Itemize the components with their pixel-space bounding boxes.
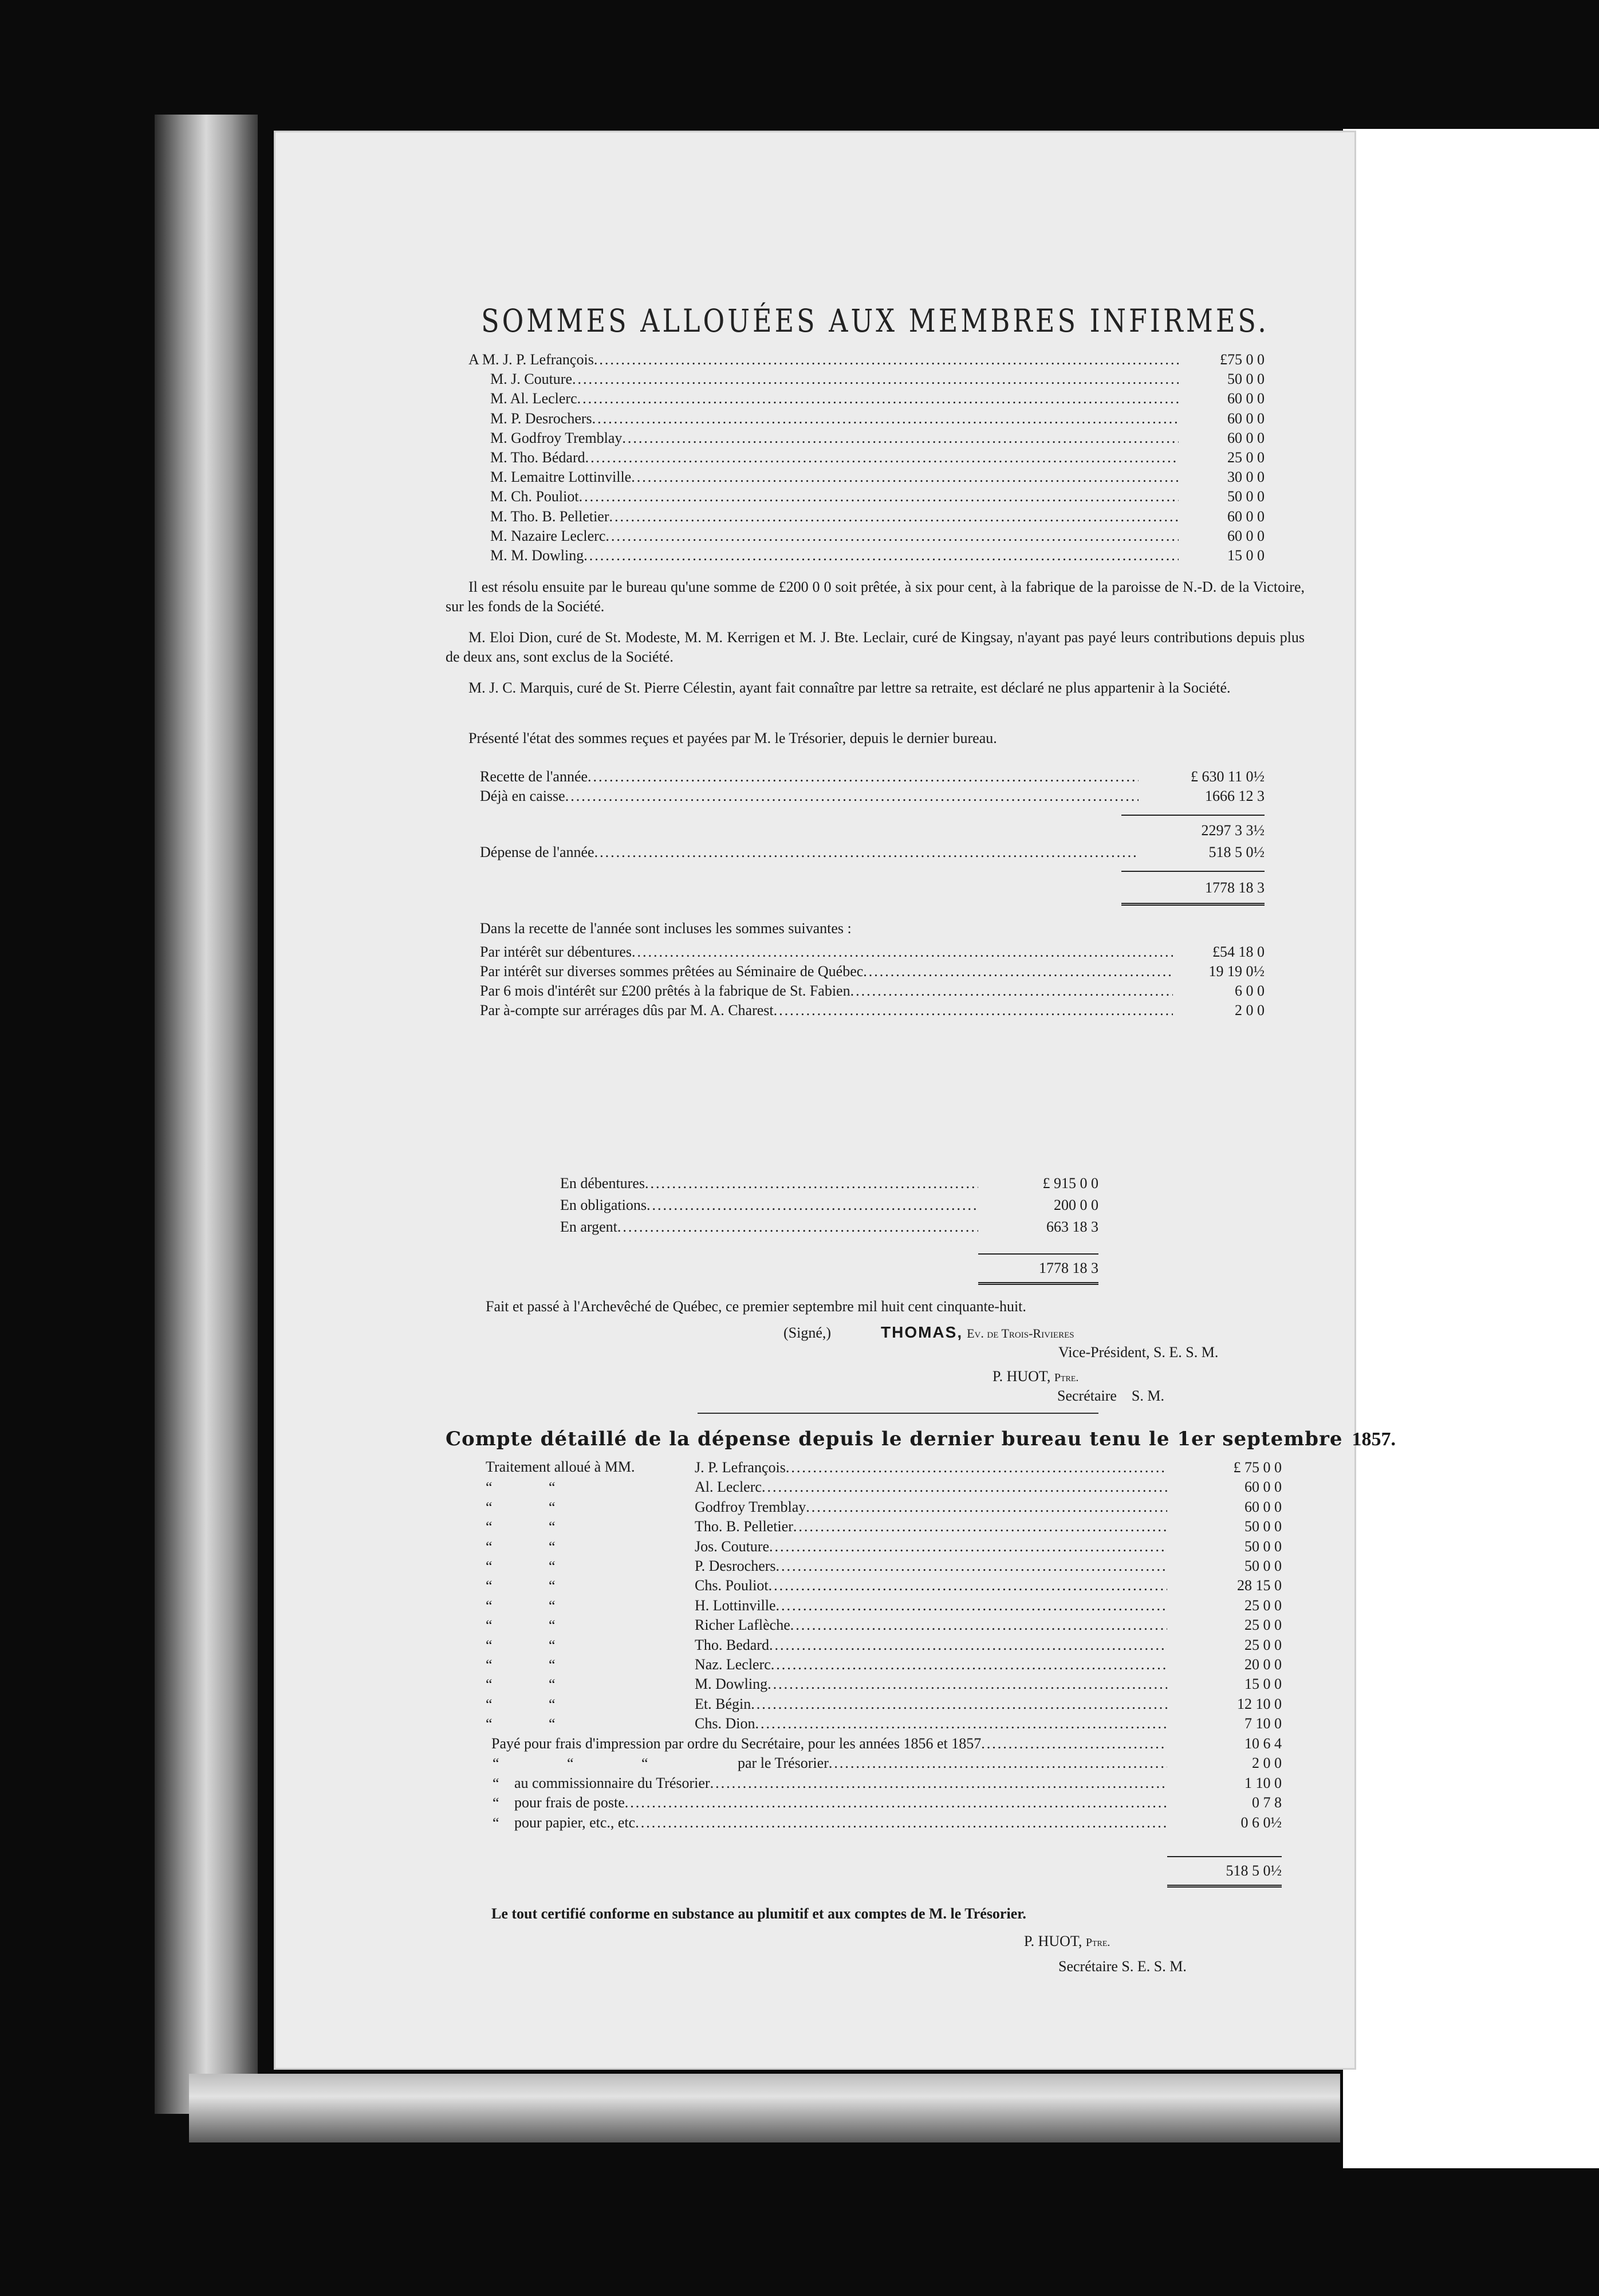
member-row <box>490 527 1265 545</box>
frais-row-label: pour papier, etc., etc <box>514 1814 636 1831</box>
member-row-amount: 60 0 0 <box>1227 508 1265 525</box>
member-row-amount: £75 0 0 <box>1220 351 1265 368</box>
ditto-mark: “ <box>567 1755 574 1772</box>
compte-total-row <box>1167 1862 1282 1880</box>
subtotal-amount: 2297 3 3½ <box>1201 822 1265 839</box>
frais-row-amount: 0 6 0½ <box>1240 1814 1282 1831</box>
ditto-mark: “ <box>549 1637 556 1654</box>
placement-row-amount: 663 18 3 <box>1046 1218 1098 1235</box>
ditto-mark: “ <box>549 1617 556 1634</box>
traitement-row <box>695 1636 1282 1654</box>
traitement-row-label: Jos. Couture <box>695 1538 769 1555</box>
member-row-amount: 50 0 0 <box>1227 371 1265 388</box>
incluse-row <box>480 982 1265 1000</box>
traitement-row <box>695 1597 1282 1615</box>
compte-rule-bottom <box>1167 1885 1282 1888</box>
caisse-label: Déjà en caisse <box>480 788 565 804</box>
frais-row-amount: 10 6 4 <box>1244 1735 1282 1752</box>
depense-row <box>480 843 1265 862</box>
traitement-row-label: Godfroy Tremblay <box>695 1498 806 1515</box>
frais-row <box>491 1735 1282 1753</box>
member-row <box>490 449 1265 467</box>
ditto-mark: “ <box>549 1578 556 1595</box>
member-row <box>468 351 1265 369</box>
ditto-mark: “ <box>486 1657 493 1673</box>
member-row <box>490 487 1265 506</box>
member-row <box>490 508 1265 526</box>
traitement-row-amount: 60 0 0 <box>1244 1498 1282 1515</box>
compte-rule-top <box>1167 1856 1282 1857</box>
member-row <box>490 370 1265 388</box>
ditto-mark: “ <box>486 1716 493 1733</box>
placement-row-label: En argent <box>560 1218 617 1235</box>
traitement-row <box>695 1517 1282 1536</box>
traitement-row-amount: 20 0 0 <box>1244 1656 1282 1673</box>
fait-passe: Fait et passé à l'Archevêché de Québec, ce premier septembre mil huit cent cinquante-huit. <box>486 1298 1026 1315</box>
signature-thomas-role: Vice-Président, S. E. S. M. <box>1058 1344 1219 1361</box>
caisse-amount: 1666 12 3 <box>1205 788 1265 804</box>
ditto-mark: “ <box>493 1775 499 1792</box>
ditto-mark: “ <box>486 1578 493 1595</box>
ditto-mark: “ <box>486 1597 493 1614</box>
traitement-row-amount: 7 10 0 <box>1244 1715 1282 1732</box>
recette-row <box>480 768 1265 786</box>
traitement-row-amount: 28 15 0 <box>1237 1577 1282 1594</box>
ditto-mark: “ <box>486 1637 493 1654</box>
member-row-amount: 60 0 0 <box>1227 429 1265 446</box>
paragraph-marquis: M. J. C. Marquis, curé de St. Pierre Célestin, ayant fait connaître par lettre sa retraite, est déclaré ne plus appartenir à la Société. <box>468 679 1231 696</box>
compte-year: 1857. <box>1352 1429 1396 1450</box>
balance-amount: 1778 18 3 <box>1205 879 1265 896</box>
traitement-row-label: M. Dowling <box>695 1676 768 1693</box>
traitement-row <box>695 1576 1282 1595</box>
traitement-row-label: Tho. B. Pelletier <box>695 1518 793 1535</box>
signature-huot-2-role: Secrétaire S. E. S. M. <box>1058 1958 1187 1975</box>
traitement-row <box>695 1715 1282 1733</box>
ditto-mark: “ <box>486 1479 493 1496</box>
signature-huot-2-title: Ptre. <box>1085 1936 1110 1949</box>
traitement-row-label: Chs. Pouliot <box>695 1577 769 1594</box>
traitement-row-amount: 25 0 0 <box>1244 1597 1282 1614</box>
traitement-row-label: Et. Bégin <box>695 1695 751 1712</box>
member-row-amount: 60 0 0 <box>1227 390 1265 407</box>
member-row-amount: 60 0 0 <box>1227 410 1265 427</box>
book-bottom-edges <box>189 2074 1340 2142</box>
ditto-mark: “ <box>493 1795 499 1812</box>
traitement-row-amount: 15 0 0 <box>1244 1676 1282 1693</box>
traitement-row-label: Chs. Dion <box>695 1715 755 1732</box>
traitement-row-label: H. Lottinville <box>695 1597 776 1614</box>
traitement-label: Traitement alloué à MM. <box>486 1458 635 1475</box>
placement-row-label: En obligations <box>560 1197 647 1213</box>
signature-huot-1-title: Ptre. <box>1054 1371 1079 1384</box>
member-row-label: M. M. Dowling <box>490 547 584 564</box>
member-row <box>490 410 1265 428</box>
traitement-row <box>695 1675 1282 1693</box>
incluse-row <box>480 943 1265 961</box>
frais-row-label: Payé pour frais d'impression par ordre du Secrétaire, pour les années 1856 et 1857 <box>491 1735 982 1752</box>
ditto-mark: “ <box>641 1755 648 1772</box>
ditto-mark: “ <box>486 1519 493 1536</box>
ditto-mark: “ <box>549 1519 556 1536</box>
member-row-amount: 25 0 0 <box>1227 449 1265 466</box>
ditto-mark: “ <box>486 1696 493 1713</box>
section-divider <box>698 1413 1098 1414</box>
frais-row-label: pour frais de poste <box>514 1794 625 1811</box>
recette-amount: £ 630 11 0½ <box>1190 768 1265 785</box>
member-row-label: M. P. Desrochers <box>490 410 592 427</box>
depense-amount: 518 5 0½ <box>1208 844 1265 860</box>
signe-label: (Signé,) <box>783 1324 832 1341</box>
member-row-label: A M. J. P. Lefrançois <box>468 351 594 368</box>
compte-title: Compte détaillé de la dépense depuis le dernier bureau tenu le 1er septembre <box>446 1428 1343 1450</box>
incluses-intro: Dans la recette de l'année sont incluses les sommes suivantes : <box>480 920 852 937</box>
incluse-row-amount: 2 0 0 <box>1235 1002 1265 1019</box>
traitement-row-amount: 50 0 0 <box>1244 1558 1282 1574</box>
paragraph-pret: Il est résolu ensuite par le bureau qu'une somme de £200 0 0 soit prêtée, à six pour cent, à la fabrique de la paroisse de N.-D. de la Victoire, sur les fonds de la Société. <box>446 579 1305 615</box>
signature-huot-2-name: P. HUOT, <box>1024 1933 1082 1949</box>
frais-row <box>514 1754 1282 1772</box>
frais-row <box>514 1774 1282 1792</box>
traitement-row <box>695 1498 1282 1516</box>
signature-thomas-name: THOMAS, <box>881 1323 963 1341</box>
incluse-row-label: Par 6 mois d'intérêt sur £200 prêtés à la fabrique de St. Fabien <box>480 982 850 999</box>
compte-heading <box>446 1428 1396 1450</box>
member-row-label: M. Tho. Bédard <box>490 449 585 466</box>
book-page-edges <box>155 115 258 2114</box>
ditto-mark: “ <box>549 1597 556 1614</box>
placements-rule-top <box>978 1253 1098 1255</box>
ditto-mark: “ <box>493 1814 499 1831</box>
member-row-label: M. Godfroy Tremblay <box>490 429 623 446</box>
frais-row-amount: 2 0 0 <box>1252 1755 1282 1772</box>
traitement-row-amount: £ 75 0 0 <box>1233 1459 1282 1476</box>
placements-total: 1778 18 3 <box>1039 1260 1098 1276</box>
placements-rule-bottom <box>978 1282 1098 1285</box>
traitement-row <box>695 1656 1282 1674</box>
frais-row-label: au commissionnaire du Trésorier <box>514 1774 710 1791</box>
incluse-row-amount: £54 18 0 <box>1212 943 1265 960</box>
incluse-row-amount: 19 19 0½ <box>1208 963 1265 980</box>
signature-thomas <box>881 1323 1074 1342</box>
traitement-row-amount: 50 0 0 <box>1244 1538 1282 1555</box>
traitement-row <box>695 1538 1282 1556</box>
placements-total-row <box>978 1259 1098 1277</box>
ditto-mark: “ <box>549 1716 556 1733</box>
traitement-row-label: J. P. Lefrançois <box>695 1459 786 1476</box>
member-row-amount: 50 0 0 <box>1227 488 1265 505</box>
ditto-mark: “ <box>486 1538 493 1555</box>
member-row-label: M. Al. Leclerc <box>490 390 577 407</box>
member-row-label: M. J. Couture <box>490 371 572 388</box>
traitement-row-label: P. Desrochers <box>695 1558 776 1574</box>
paragraph-exclus: M. Eloi Dion, curé de St. Modeste, M. M. Kerrigen et M. J. Bte. Leclair, curé de Kingsay, n'ayant pas payé leurs contributions depuis plus de deux ans, sont exclus de la Société. <box>446 629 1305 665</box>
ditto-mark: “ <box>549 1676 556 1693</box>
incluse-row-label: Par intérêt sur diverses sommes prêtées au Séminaire de Québec <box>480 963 864 980</box>
traitement-row-amount: 25 0 0 <box>1244 1636 1282 1653</box>
balance-rule-bottom <box>1121 903 1265 906</box>
member-row <box>490 390 1265 408</box>
traitement-row <box>695 1616 1282 1634</box>
paragraph-presente: Présenté l'état des sommes reçues et payées par M. le Trésorier, depuis le dernier bureau. <box>468 730 997 746</box>
ditto-mark: “ <box>493 1755 499 1772</box>
depense-label: Dépense de l'année <box>480 844 594 860</box>
ditto-mark: “ <box>549 1499 556 1516</box>
signature-huot-2 <box>1024 1933 1110 1950</box>
member-row-amount: 60 0 0 <box>1227 527 1265 544</box>
ditto-mark: “ <box>549 1558 556 1575</box>
incluse-row <box>480 962 1265 981</box>
incluse-row-label: Par intérêt sur débentures <box>480 943 632 960</box>
frais-row-amount: 1 10 0 <box>1244 1774 1282 1791</box>
ditto-mark: “ <box>486 1558 493 1575</box>
signature-thomas-title: Ev. de Trois-Rivieres <box>967 1326 1074 1340</box>
member-row <box>490 468 1265 486</box>
traitement-row <box>695 1695 1282 1713</box>
member-row-label: M. Lemaitre Lottinville <box>490 469 632 486</box>
placement-row <box>560 1218 1098 1236</box>
member-row <box>490 429 1265 447</box>
signature-huot-1-name: P. HUOT, <box>993 1368 1051 1385</box>
traitement-row-label: Tho. Bedard <box>695 1636 769 1653</box>
ditto-mark: “ <box>549 1538 556 1555</box>
signature-huot-1-role: Secrétaire S. M. <box>1057 1387 1165 1404</box>
subtotal-rule <box>1121 815 1265 816</box>
placement-row-amount: 200 0 0 <box>1054 1197 1098 1213</box>
blank-facing-sheet <box>1343 129 1599 2168</box>
traitement-row-label: Al. Leclerc <box>695 1479 762 1496</box>
traitement-row-amount: 50 0 0 <box>1244 1518 1282 1535</box>
caisse-row <box>480 787 1265 805</box>
placement-row-label: En débentures <box>560 1175 645 1192</box>
traitement-row-amount: 60 0 0 <box>1244 1479 1282 1496</box>
traitement-row-label: Naz. Leclerc <box>695 1656 771 1673</box>
incluse-row-amount: 6 0 0 <box>1235 982 1265 999</box>
subtotal-row <box>1121 821 1265 840</box>
placement-row <box>560 1174 1098 1193</box>
compte-total: 518 5 0½ <box>1226 1862 1282 1879</box>
traitement-row-amount: 12 10 0 <box>1237 1695 1282 1712</box>
incluse-row-label: Par à-compte sur arrérages dûs par M. A. Charest <box>480 1002 774 1019</box>
member-row-label: M. Nazaire Leclerc <box>490 527 606 544</box>
ditto-mark: “ <box>549 1479 556 1496</box>
placement-row-amount: £ 915 0 0 <box>1042 1175 1098 1192</box>
ditto-mark: “ <box>486 1499 493 1516</box>
member-row <box>490 547 1265 565</box>
frais-row-label: par le Trésorier <box>738 1755 829 1772</box>
document-page <box>274 131 1396 2070</box>
traitement-row <box>695 1458 1282 1477</box>
frais-row <box>514 1794 1282 1812</box>
incluse-row <box>480 1001 1265 1020</box>
traitement-row-label: Richer Laflèche <box>695 1617 790 1634</box>
balance-row <box>1121 879 1265 897</box>
placement-row <box>560 1196 1098 1214</box>
page-title: SOMMES ALLOUÉES AUX MEMBRES INFIRMES. <box>481 302 1269 340</box>
traitement-row <box>695 1478 1282 1496</box>
traitement-row <box>695 1557 1282 1575</box>
traitement-row-amount: 25 0 0 <box>1244 1617 1282 1634</box>
balance-rule-top <box>1121 871 1265 872</box>
certifie-text: Le tout certifié conforme en substance au plumitif et aux comptes de M. le Trésorier. <box>491 1905 1026 1922</box>
ditto-mark: “ <box>486 1676 493 1693</box>
member-row-amount: 15 0 0 <box>1227 547 1265 564</box>
member-row-amount: 30 0 0 <box>1227 469 1265 486</box>
ditto-mark: “ <box>549 1696 556 1713</box>
frais-row-amount: 0 7 8 <box>1252 1794 1282 1811</box>
ditto-mark: “ <box>549 1657 556 1673</box>
member-row-label: M. Ch. Pouliot <box>490 488 579 505</box>
signature-huot-1 <box>993 1368 1078 1385</box>
recette-label: Recette de l'année <box>480 768 588 785</box>
frais-row <box>514 1814 1282 1832</box>
member-row-label: M. Tho. B. Pelletier <box>490 508 609 525</box>
ditto-mark: “ <box>486 1617 493 1634</box>
